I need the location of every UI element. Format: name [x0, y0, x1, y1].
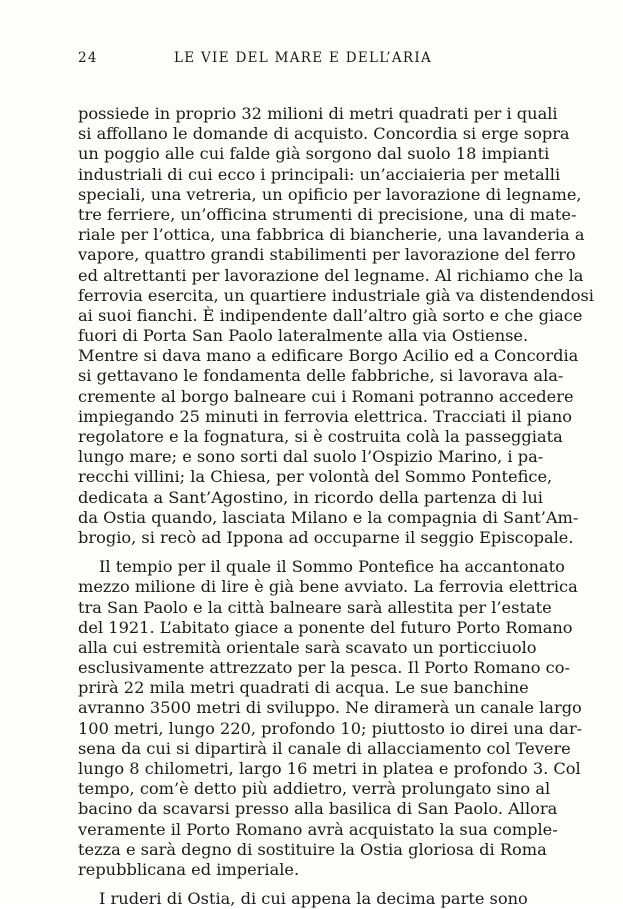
text-line: ed altrettanti per lavorazione del legname. Al richiamo che la: [78, 265, 584, 285]
paragraph: [78, 104, 594, 548]
text-line: riale per l’ottica, una fabbrica di biancherie, una lavanderia a: [78, 225, 585, 245]
paragraph-gap: [78, 548, 518, 557]
text-line: prirà 22 mila metri quadrati di acqua. Le sue banchine: [78, 678, 529, 698]
text-line: vapore, quattro grandi stabilimenti per lavorazione del ferro: [78, 245, 576, 265]
text-line: 100 metri, lungo 220, profondo 10; piuttosto io direi una dar-: [78, 718, 583, 738]
text-line: speciali, una vetreria, un opificio per lavorazione di legname,: [78, 184, 582, 204]
text-line: tra San Paolo e la città balneare sarà allestita per l’estate: [78, 597, 552, 617]
text-line: veramente il Porto Romano avrà acquistato la sua complе-: [78, 819, 558, 839]
text-line: avranno 3500 metri di sviluppo. Ne diramerà un canale largo: [78, 698, 582, 718]
text-line: da Ostia quando, lasciata Milano e la compagnia di Sant’Am-: [78, 507, 579, 527]
paragraph: [78, 889, 528, 909]
text-line: I ruderi di Ostia, di cui appena la decima parte sono: [99, 889, 528, 909]
text-line: si gettavano le fondamenta delle fabbriche, si lavorava ala-: [78, 366, 564, 386]
paragraph-gap: [78, 880, 518, 889]
text-line: mezzo milione di lire è già bene avviato. La ferrovia elettrica: [78, 577, 578, 597]
text-line: tezza e sarà degno di sostituire la Ostia gloriosa di Roma: [78, 839, 547, 859]
text-line: cremente al borgo balneare cui i Romani potranno accedere: [78, 386, 574, 406]
text-line: ai suoi fianchi. È indipendente dall’altro già sorto e che giace: [78, 305, 583, 325]
page-header: [78, 50, 518, 70]
text-line: tre ferriere, un’officina strumenti di precisione, una di mate-: [78, 204, 577, 224]
text-line: regolatore e la fognatura, si è costruita colà la passeggiata: [78, 427, 563, 446]
text-line: Il tempio per il quale il Sommo Pontefice ha accantonato: [99, 557, 565, 577]
text-line: un poggio alle cui falde già sorgono dal suolo 18 impianti: [78, 144, 550, 164]
text-line: esclusivamente attrezzato per la pesca. Il Porto Romano co-: [78, 658, 570, 678]
text-line: impiegando 25 minuti in ferrovia elettrica. Tracciati il piano: [78, 406, 573, 426]
text-line: possiede in proprio 32 milioni di metri quadrati per i quali: [78, 104, 558, 123]
text-line: lungo 8 chilometri, largo 16 metri in platea e profondo 3. Col: [78, 759, 581, 778]
text-line: alla cui estremità orientale sarà scavato un porticciuolo: [78, 637, 537, 657]
text-line: Mentre si dava mano a edificare Borgo Acilio ed a Concordia: [78, 346, 579, 366]
text-line: brogio, si recò ad Ippona ad occuparne il seggio Episcopale.: [78, 527, 574, 547]
body-text: [78, 104, 594, 909]
text-line: lungo mare; e sono sorti dal suolo l’Ospizio Marino, i pa-: [78, 447, 544, 467]
text-line: si affollano le domande di acquisto. Concordia si erge sopra: [78, 124, 570, 144]
text-line: dedicata a Sant’Agostino, in ricordo della partenza di lui: [78, 487, 543, 507]
text-line: ferrovia esercita, un quartiere industriale già va distendendosi: [78, 285, 594, 305]
text-line: industriali di cui ecco i principali: un’acciaieria per metalli: [78, 164, 561, 184]
text-line: recchi villini; la Chiesa, per volontà del Sommo Pontefice,: [78, 467, 553, 487]
paragraph: [78, 557, 583, 880]
text-line: del 1921. L’abitato giace a ponente del futuro Porto Romano: [78, 617, 573, 637]
running-title: LE VIE DEL MARE E DELL’ARIA: [174, 50, 433, 66]
page-number: 24: [78, 50, 98, 66]
text-line: fuori di Porta San Paolo lateralmente alla via Ostiense.: [78, 326, 529, 346]
text-line: tempo, com’è detto più addietro, verrà prolungato sino al: [78, 779, 551, 799]
text-line: sena da cui si dipartirà il canale di allacciamento col Tevere: [78, 738, 571, 758]
text-line: bacino da scavarsi presso alla basilica di San Paolo. Allora: [78, 799, 558, 819]
text-line: repubblicana ed imperiale.: [78, 859, 300, 879]
